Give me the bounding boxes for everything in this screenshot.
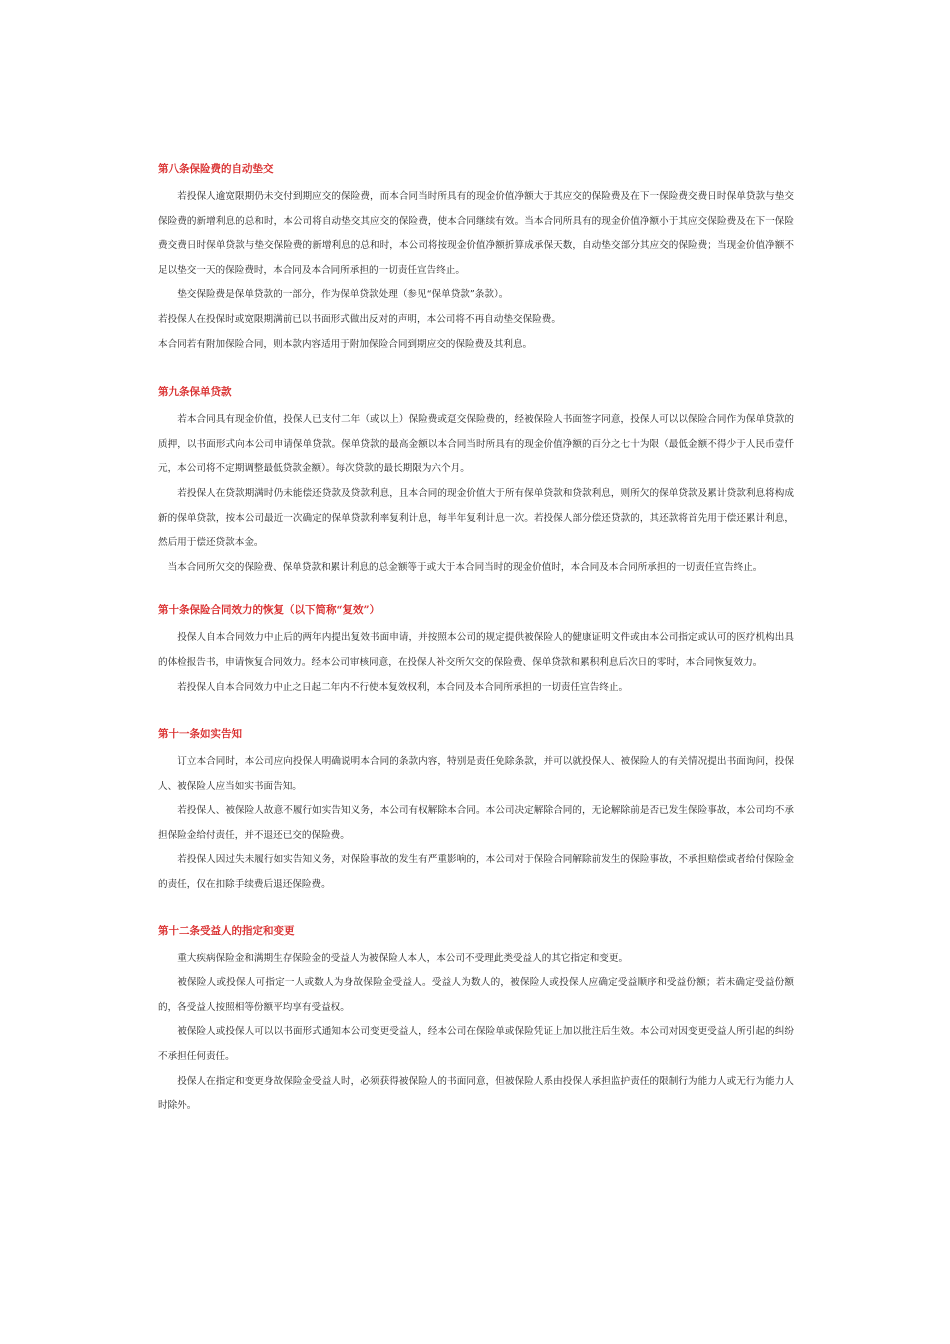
section-heading: 第十一条如实告知: [158, 728, 242, 741]
section-heading: 第十条保险合同效力的恢复（以下简称“复效”）: [158, 604, 381, 617]
paragraph: 若投保人在投保时或宽限期满前已以书面形式做出反对的声明，本公司将不再自动垫交保险费。: [158, 313, 561, 325]
paragraph: 若投保人逾宽限期仍未交付到期应交的保险费，而本合同当时所具有的现金价值净额大于其应交的保险费及在下一保险费交费日时保单贷款与垫交保险费的新增利息的总和时，本公司将自动垫交其应交的保险费，使本合同继续有效。当本合同所具有的现金价值净额小于其应交保险费及在下一保险费交费日时保单贷款与垫交保险费的新增利息的总和时，本公司将按现金价值净额折算成承保天数，自动垫交部分其应交的保险费；当现金价值净额不足以垫交一天的保险费时，本合同及本合同所承担的一切责任宣告终止。: [158, 191, 794, 276]
paragraph: 若本合同具有现金价值，投保人已支付二年（或以上）保险费或趸交保险费的，经被保险人书面签字同意，投保人可以以保险合同作为保单贷款的质押，以书面形式向本公司申请保单贷款。保单贷款的最高金额以本合同当时所具有的现金价值净额的百分之七十为限（最低金额不得少于人民币壹仟元，本公司将不定期调整最低贷款金额）。每次贷款的最长期限为六个月。: [158, 414, 794, 475]
paragraph: 投保人自本合同效力中止后的两年内提出复效书面申请，并按照本公司的规定提供被保险人的健康证明文件或由本公司指定或认可的医疗机构出具的体检报告书，申请恢复合同效力。经本公司审核同意，在投保人补交所欠交的保险费、保单贷款和累积利息后次日的零时，本合同恢复效力。: [158, 632, 794, 668]
section-automatic-premium-advance: [158, 160, 794, 357]
section-heading: 第八条保险费的自动垫交: [158, 163, 274, 175]
section-spacer: [158, 898, 794, 922]
section-policy-loan: [158, 383, 794, 580]
document-page: [158, 160, 794, 1119]
section-spacer: [158, 580, 794, 601]
paragraph: 订立本合同时，本公司应向投保人明确说明本合同的条款内容，特别是责任免除条款，并可以就投保人、被保险人的有关情况提出书面询问，投保人、被保险人应当如实书面告知。: [158, 756, 794, 792]
section-heading: 第十二条受益人的指定和变更: [158, 924, 295, 937]
section-reinstatement: [158, 601, 794, 700]
paragraph: 被保险人或投保人可以以书面形式通知本公司变更受益人，经本公司在保险单或保险凭证上加以批注后生效。本公司对因变更受益人所引起的纠纷不承担任何责任。: [158, 1026, 794, 1063]
section-beneficiary: [158, 922, 794, 1119]
section-spacer: [158, 357, 794, 383]
paragraph: 本合同若有附加保险合同，则本款内容适用于附加保险合同到期应交的保险费及其利息。: [158, 338, 533, 350]
paragraph: 重大疾病保险金和满期生存保险金的受益人为被保险人本人，本公司不受理此类受益人的其它指定和变更。: [177, 952, 629, 964]
paragraph: 若投保人自本合同效力中止之日起二年内不行使本复效权利，本合同及本合同所承担的一切责任宣告终止。: [177, 681, 629, 693]
paragraph: 投保人在指定和变更身故保险金受益人时，必须获得被保险人的书面同意，但被保险人系由投保人承担监护责任的限制行为能力人或无行为能力人时除外。: [158, 1075, 794, 1112]
paragraph: 垫交保险费是保单贷款的一部分，作为保单贷款处理（参见“保单贷款”条款）。: [177, 289, 509, 301]
paragraph: 若投保人在贷款期满时仍未能偿还贷款及贷款利息，且本合同的现金价值大于所有保单贷款和贷款利息，则所欠的保单贷款及累计贷款利息将构成新的保单贷款，按本公司最近一次确定的保单贷款利率复利计息，每半年复利计息一次。若投保人部分偿还贷款的，其还款将首先用于偿还累计利息，然后用于偿还贷款本金。: [158, 487, 794, 549]
paragraph: 当本合同所欠交的保险费、保单贷款和累计利息的总金额等于或大于本合同当时的现金价值时，本合同及本合同所承担的一切责任宣告终止。: [167, 561, 763, 573]
paragraph: 若投保人因过失未履行如实告知义务，对保险事故的发生有严重影响的，本公司对于保险合同解除前发生的保险事故，不承担赔偿或者给付保险金的责任，仅在扣除手续费后退还保险费。: [158, 854, 794, 891]
paragraph: 被保险人或投保人可指定一人或数人为身故保险金受益人。受益人为数人的，被保险人或投保人应确定受益顺序和受益份额；若未确定受益份额的，各受益人按照相等份额平均享有受益权。: [158, 977, 794, 1013]
section-heading: 第九条保单贷款: [158, 386, 232, 399]
section-spacer: [158, 700, 794, 725]
section-disclosure: [158, 725, 794, 898]
paragraph: 若投保人、被保险人故意不履行如实告知义务，本公司有权解除本合同。本公司决定解除合同的，无论解除前是否已发生保险事故，本公司均不承担保险金给付责任，并不退还已交的保险费。: [158, 805, 794, 841]
